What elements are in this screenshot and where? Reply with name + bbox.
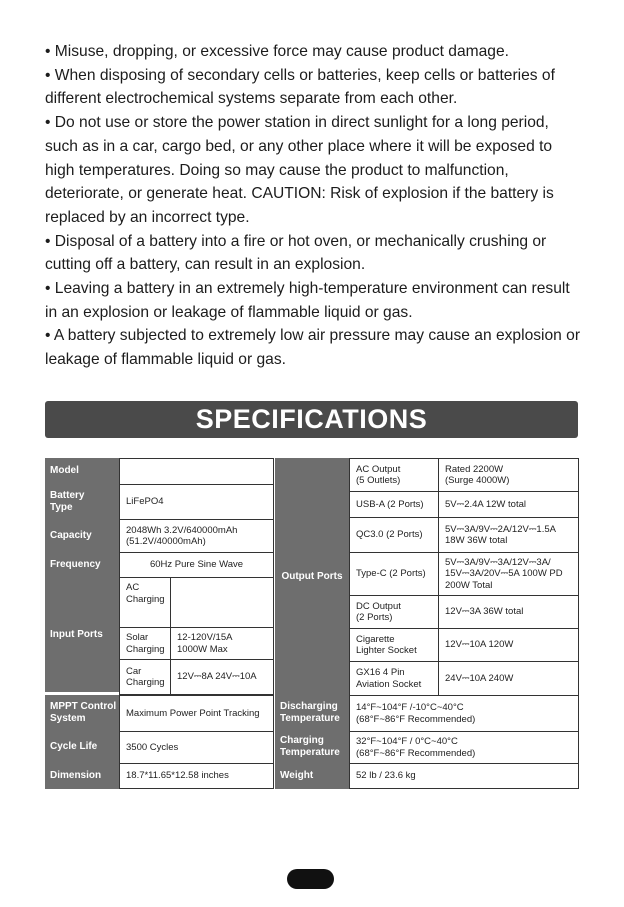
dc-output-name: DC Output (2 Ports)	[349, 595, 439, 629]
model-value	[119, 458, 274, 485]
dimension-label: Dimension	[45, 763, 119, 789]
mppt-value: Maximum Power Point Tracking	[119, 695, 274, 732]
battery-type-value: LiFePO4	[119, 484, 274, 520]
weight-value: 52 lb / 23.6 kg	[349, 763, 579, 789]
solar-charging-value: 12-120V/15A 1000W Max	[170, 627, 274, 660]
car-charging-label: Car Charging	[119, 659, 171, 695]
bullet-misuse: • Misuse, dropping, or excessive force may cause product damage.	[45, 43, 509, 60]
ac-output-name: AC Output (5 Outlets)	[349, 458, 439, 492]
output-ports-label: Output Ports	[275, 458, 349, 695]
usb-a-name: USB-A (2 Ports)	[349, 491, 439, 518]
car-charging-value: 12V⎓8A 24V⎓10A	[170, 659, 274, 695]
page-number-pill	[287, 869, 334, 889]
bullet-high-temp: • Leaving a battery in an extremely high-temperature environment can result in an explosion or leakage of flammable liquid or gas.	[45, 280, 570, 321]
ac-charging-label: AC Charging	[119, 577, 171, 628]
ac-output-value: Rated 2200W (Surge 4000W)	[438, 458, 579, 492]
safety-bullets	[45, 40, 585, 372]
model-label: Model	[45, 458, 119, 484]
capacity-label: Capacity	[45, 519, 119, 552]
discharging-temp-value: 14°F~104°F /-10°C~40°C (68°F~86°F Recommended)	[349, 695, 579, 732]
cycle-life-value: 3500 Cycles	[119, 731, 274, 764]
bullet-disposing: • When disposing of secondary cells or batteries, keep cells or batteries of different electrochemical systems separate from each other.	[45, 66, 555, 108]
charging-temp-value: 32°F~104°F / 0°C~40°C (68°F~86°F Recommended)	[349, 731, 579, 764]
gx16-value: 24V⎓10A 240W	[438, 661, 579, 696]
bullet-low-pressure: • A battery subjected to extremely low air pressure may cause an explosion or leakage of flammable liquid or gas.	[45, 327, 581, 369]
cycle-life-label: Cycle Life	[45, 731, 119, 763]
battery-type-label: Battery Type	[45, 484, 119, 519]
type-c-name: Type-C (2 Ports)	[349, 552, 439, 596]
input-ports-label: Input Ports	[45, 577, 119, 692]
bullet-sunlight: • Do not use or store the power station in direct sunlight for a long period, such as in a car, cargo bed, or any other place where it will be exposed to high temperatures. Doing so may cause the product to malfunction, deteriorate, or generate heat. CAUTION: Risk of explosion if the battery is replaced by an incorrect type.	[45, 114, 554, 226]
frequency-label: Frequency	[45, 552, 119, 577]
ac-charging-value	[170, 577, 274, 628]
specifications-banner: SPECIFICATIONS	[45, 401, 578, 438]
bullet-fire: • Disposal of a battery into a fire or hot oven, or mechanically crushing or cutting off a battery, can result in an explosion.	[45, 232, 547, 274]
qc30-name: QC3.0 (2 Ports)	[349, 517, 439, 553]
capacity-value: 2048Wh 3.2V/640000mAh (51.2V/40000mAh)	[119, 519, 274, 553]
frequency-value: 60Hz Pure Sine Wave	[119, 552, 274, 578]
qc30-value: 5V⎓3A/9V⎓2A/12V⎓1.5A 18W 36W total	[438, 517, 579, 553]
dc-output-value: 12V⎓3A 36W total	[438, 595, 579, 629]
mppt-label: MPPT Control System	[45, 695, 119, 731]
gx16-name: GX16 4 Pin Aviation Socket	[349, 661, 439, 696]
solar-charging-label: Solar Charging	[119, 627, 171, 660]
charging-temp-label: Charging Temperature	[275, 731, 349, 763]
weight-label: Weight	[275, 763, 349, 789]
cigarette-value: 12V⎓10A 120W	[438, 628, 579, 662]
dimension-value: 18.7*11.65*12.58 inches	[119, 763, 274, 789]
type-c-value: 5V⎓3A/9V⎓3A/12V⎓3A/ 15V⎓3A/20V⎓5A 100W PD 200W Total	[438, 552, 579, 596]
usb-a-value: 5V⎓2.4A 12W total	[438, 491, 579, 518]
discharging-temp-label: Discharging Temperature	[275, 695, 349, 731]
cigarette-name: Cigarette Lighter Socket	[349, 628, 439, 662]
specifications-table	[45, 458, 579, 789]
